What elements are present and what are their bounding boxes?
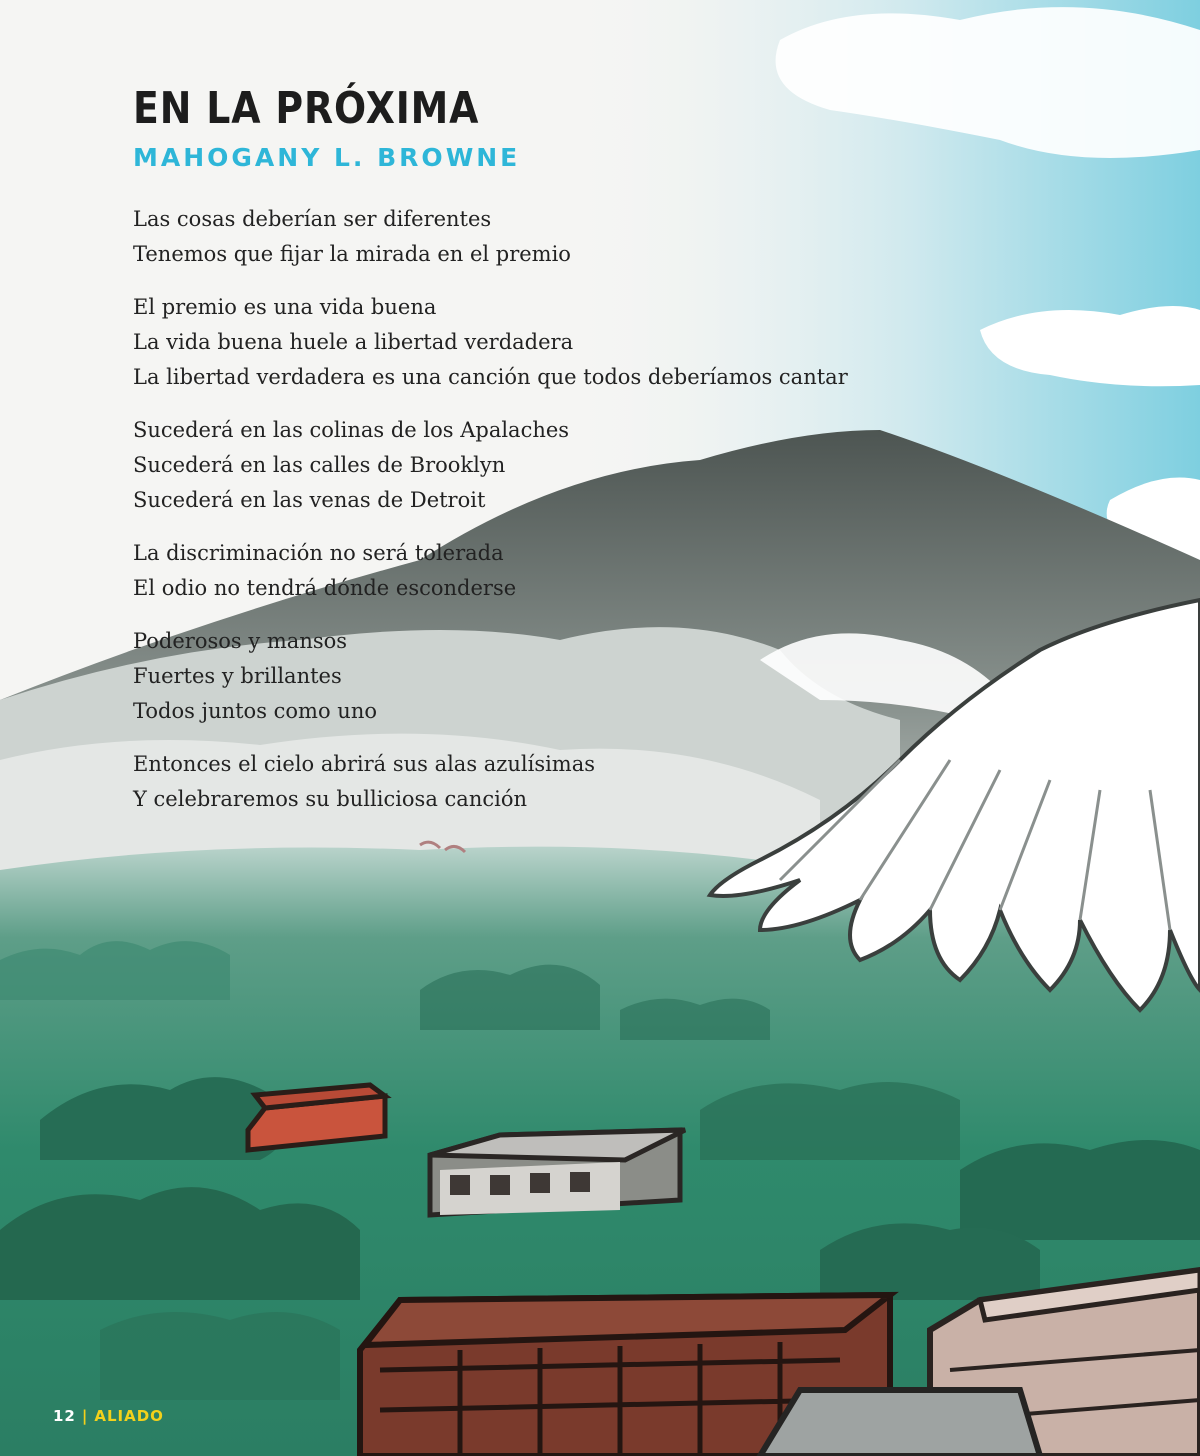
page-number: 12 <box>53 1407 76 1425</box>
poem-body <box>133 202 893 817</box>
poem-line: Y celebraremos su bulliciosa canción <box>133 787 527 811</box>
poem-line: Fuertes y brillantes <box>133 664 342 688</box>
stanza-6 <box>133 747 893 817</box>
building-small-red <box>248 1085 385 1150</box>
poem-text-block <box>133 80 893 835</box>
poem-line: La vida buena huele a libertad verdadera <box>133 330 574 354</box>
publication-name: ALIADO <box>94 1407 164 1425</box>
poem-line: Las cosas deberían ser diferentes <box>133 207 492 231</box>
building-bottom-gray <box>760 1390 1040 1456</box>
poem-line: El premio es una vida buena <box>133 295 437 319</box>
poem-line: Entonces el cielo abrirá sus alas azulísimas <box>133 752 596 776</box>
page-footer <box>53 1407 164 1425</box>
stanza-4 <box>133 536 893 606</box>
poem-line: Sucederá en las calles de Brooklyn <box>133 453 506 477</box>
poem-line: Poderosos y mansos <box>133 629 348 653</box>
poem-title: EN LA PRÓXIMA <box>133 83 480 134</box>
footer-separator: | <box>81 1407 89 1425</box>
stanza-1 <box>133 202 893 272</box>
poem-line: El odio no tendrá dónde esconderse <box>133 576 517 600</box>
poem-line: Sucederá en las colinas de los Apalaches <box>133 418 570 442</box>
stanza-5 <box>133 624 893 729</box>
poem-line: Tenemos que fijar la mirada en el premio <box>133 242 571 266</box>
poem-line: Sucederá en las venas de Detroit <box>133 488 486 512</box>
stanza-3 <box>133 413 893 518</box>
poem-line: La libertad verdadera es una canción que todos deberíamos cantar <box>133 365 848 389</box>
poem-line: Todos juntos como uno <box>133 699 377 723</box>
poem-author: MAHOGANY L. BROWNE <box>133 143 521 172</box>
building-gray <box>430 1130 685 1215</box>
poem-line: La discriminación no será tolerada <box>133 541 504 565</box>
stanza-2 <box>133 290 893 395</box>
